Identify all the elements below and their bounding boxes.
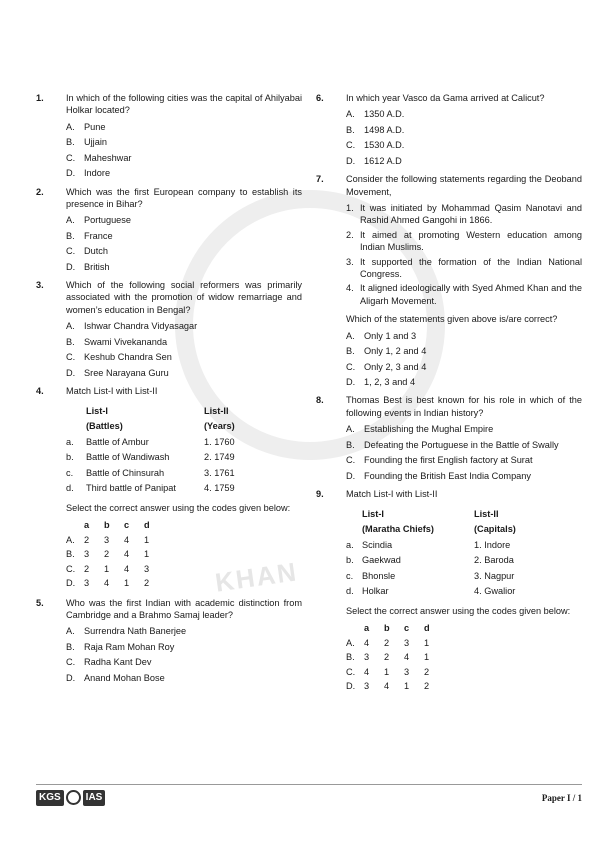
option-letter: C. [66, 352, 76, 363]
code-value: 1 [424, 637, 430, 648]
option-text: Keshub Chandra Sen [84, 352, 172, 363]
option-text: Only 1 and 3 [364, 330, 417, 341]
codes-header-cell: d [144, 520, 150, 531]
code-value: 3 [364, 681, 370, 692]
answer-option [66, 351, 302, 363]
match-row [346, 584, 516, 599]
row-letter: a. [346, 539, 354, 550]
question-text: In which of the following cities was the capital of Ahilyabai Holkar located? [66, 93, 302, 116]
list-2-subheader: (Capitals) [474, 524, 516, 535]
option-letter: C. [66, 657, 76, 668]
option-letter: B. [66, 641, 75, 652]
option-letter: A. [346, 424, 355, 435]
list-2-item: 1. Indore [474, 539, 511, 550]
code-value: 4 [124, 563, 130, 574]
codes-header [346, 621, 444, 635]
statement-text: It was initiated by Mohammad Qasim Nanotavi and Rashid Ahmed Gangohi in 1866. [360, 202, 582, 226]
answer-option [346, 108, 582, 120]
code-row [66, 562, 164, 576]
codes-header-cell: a [84, 520, 90, 531]
match-row [346, 553, 516, 568]
option-letter: D. [346, 470, 356, 481]
question-number: 8. [316, 395, 324, 406]
question-number: 5. [36, 597, 44, 608]
option-letter: A. [66, 626, 75, 637]
question-text: Which was the first European company to establish its presence in Bihar? [66, 186, 302, 209]
code-option-letter: A. [346, 637, 355, 648]
code-value: 2 [84, 534, 90, 545]
code-value: 1 [124, 578, 130, 589]
option-letter: D. [66, 672, 76, 683]
question-9 [316, 488, 582, 693]
answer-option [66, 320, 302, 332]
code-value: 1 [144, 549, 150, 560]
code-row [346, 665, 444, 679]
codes-header-cell: c [404, 623, 410, 634]
codes-instruction: Select the correct answer using the codes given below: [66, 502, 291, 513]
codes-header-cell: b [104, 520, 110, 531]
option-text: France [84, 230, 113, 241]
code-row [66, 547, 164, 561]
list-2-item: 2. Baroda [474, 555, 514, 566]
question-number: 1. [36, 93, 44, 103]
option-text: Portuguese [84, 215, 131, 226]
list-2-subheader: (Years) [204, 421, 235, 432]
list-1-item: Battle of Ambur [86, 436, 149, 447]
statement [346, 282, 582, 307]
option-text: Surrendra Nath Banerjee [84, 626, 187, 637]
row-letter: c. [346, 570, 354, 581]
answer-option [66, 672, 302, 684]
code-option-letter: D. [346, 681, 356, 692]
question-text: Which of the following social reformers was primarily associated with the promotion of widow remarriage and women’s education in Bengal? [66, 280, 302, 315]
option-letter: B. [346, 124, 355, 135]
code-value: 4 [384, 681, 390, 692]
codes-table [346, 621, 444, 693]
match-table [66, 403, 235, 496]
code-row [346, 650, 444, 664]
match-row [66, 481, 235, 496]
codes-header-cell [346, 621, 364, 635]
answer-option [346, 423, 582, 435]
option-text: Pune [84, 121, 106, 132]
option-text: Maheshwar [84, 152, 132, 163]
list-2-header: List-II [204, 405, 229, 416]
list-2-item: 4. 1759 [204, 483, 235, 494]
right-column [316, 92, 582, 699]
kgs-ias-logo [36, 790, 105, 806]
code-value: 2 [384, 637, 390, 648]
question-1 [36, 92, 302, 180]
option-text: Founding the first English factory at Surat [364, 455, 533, 466]
code-value: 2 [424, 666, 430, 677]
match-row [346, 537, 516, 552]
answer-option [66, 136, 302, 148]
code-value: 2 [424, 681, 430, 692]
statement [346, 256, 582, 281]
codes-header-cell: b [384, 623, 390, 634]
option-text: Ishwar Chandra Vidyasagar [84, 321, 198, 332]
answer-option [66, 167, 302, 179]
question-text: In which year Vasco da Gama arrived at Calicut? [346, 93, 545, 103]
answer-option [346, 361, 582, 373]
answer-option [66, 367, 302, 379]
option-letter: C. [346, 455, 356, 466]
list-1-item: Third battle of Panipat [86, 483, 176, 494]
statement-number: 3. [346, 256, 354, 267]
option-text: Ujjain [84, 137, 107, 148]
code-option-letter: C. [346, 666, 356, 677]
list-1-item: Battle of Chinsurah [86, 467, 165, 478]
list-1-subheader: (Maratha Chiefs) [362, 524, 434, 535]
question-text: Consider the following statements regarding the Deoband Movement, [346, 174, 582, 197]
option-text: 1350 A.D. [364, 109, 405, 120]
question-5 [36, 597, 302, 685]
option-letter: A. [346, 109, 355, 120]
answer-option [346, 330, 582, 342]
question-text: Match List-I with List-II [346, 488, 438, 499]
logo-text-right: IAS [83, 790, 106, 806]
option-letter: C. [346, 140, 356, 151]
code-value: 1 [384, 666, 390, 677]
list-1-item: Battle of Wandiwash [86, 452, 170, 463]
question-4 [36, 385, 302, 590]
option-letter: D. [346, 377, 356, 388]
codes-header [66, 518, 164, 532]
question-number: 3. [36, 280, 44, 291]
answer-option [346, 139, 582, 151]
statement-number: 4. [346, 283, 354, 294]
row-letter: b. [346, 555, 354, 566]
code-value: 1 [144, 534, 150, 545]
option-text: Founding the British East India Company [364, 470, 531, 481]
question-number: 2. [36, 186, 44, 197]
answer-option [66, 152, 302, 164]
option-letter: A. [66, 121, 75, 132]
answer-option [346, 439, 582, 451]
option-text: 1530 A.D. [364, 140, 405, 151]
list-2-item: 2. 1749 [204, 452, 235, 463]
code-value: 2 [384, 652, 390, 663]
option-text: 1498 A.D. [364, 124, 405, 135]
question-3 [36, 279, 302, 379]
question-number: 6. [316, 93, 324, 103]
codes-header-cell: a [364, 623, 370, 634]
row-letter: b. [66, 452, 74, 463]
list-2-item: 3. Nagpur [474, 570, 515, 581]
code-row [66, 576, 164, 590]
list-1-header: List-I [362, 508, 384, 519]
code-value: 3 [144, 563, 150, 574]
question-2 [36, 186, 302, 274]
list-2-item: 4. Gwalior [474, 586, 516, 596]
statement [346, 202, 582, 227]
code-option-letter: D. [66, 578, 76, 589]
option-letter: C. [66, 246, 76, 257]
code-value: 4 [404, 652, 410, 663]
answer-option [346, 155, 582, 167]
question-text: Who was the first Indian with academic distinction from Cambridge and a Brahmo Samaj leader? [66, 597, 302, 620]
option-text: Sree Narayana Guru [84, 367, 169, 378]
code-value: 2 [104, 549, 110, 560]
answer-option [346, 376, 582, 388]
list-1-subheader: (Battles) [86, 421, 123, 432]
answer-option [346, 454, 582, 466]
footer-divider [36, 784, 582, 785]
option-letter: A. [66, 215, 75, 226]
code-option-letter: C. [66, 563, 76, 574]
statement-number: 2. [346, 229, 354, 240]
answer-option [66, 641, 302, 653]
statement [346, 229, 582, 254]
question-number: 4. [36, 386, 44, 397]
code-value: 3 [84, 549, 90, 560]
statement-number: 1. [346, 202, 354, 213]
option-text: Swami Vivekananda [84, 336, 168, 347]
option-letter: B. [66, 230, 75, 241]
option-text: 1612 A.D [364, 155, 402, 166]
codes-header-cell [66, 518, 84, 532]
code-value: 1 [104, 563, 110, 574]
code-option-letter: B. [346, 652, 355, 663]
option-text: Defeating the Portuguese in the Battle of Swally [364, 439, 559, 450]
page-number: Paper I / 1 [541, 793, 582, 803]
option-letter: B. [66, 336, 75, 347]
match-row [346, 568, 516, 583]
globe-icon [66, 790, 81, 805]
statement-text: It supported the formation of the Indian National Congress. [360, 256, 582, 280]
code-value: 1 [404, 681, 410, 692]
match-table [346, 506, 516, 599]
logo-text-left: KGS [36, 790, 64, 806]
answer-option [66, 245, 302, 257]
code-value: 4 [124, 534, 130, 545]
codes-header-cell: c [124, 520, 130, 531]
option-letter: A. [66, 321, 75, 332]
code-value: 4 [104, 578, 110, 589]
answer-option [66, 625, 302, 637]
answer-option [346, 124, 582, 136]
code-value: 1 [424, 652, 430, 663]
code-value: 3 [84, 578, 90, 589]
code-value: 3 [404, 666, 410, 677]
code-option-letter: A. [66, 534, 75, 545]
code-value: 3 [404, 637, 410, 648]
question-text: Match List-I with List-II [66, 386, 158, 397]
code-value: 2 [144, 578, 150, 589]
code-row [66, 533, 164, 547]
list-1-item: Bhonsle [362, 570, 396, 581]
option-letter: D. [66, 261, 76, 272]
option-text: Indore [84, 168, 111, 179]
option-text: Anand Mohan Bose [84, 672, 165, 683]
option-text: Establishing the Mughal Empire [364, 424, 494, 435]
statement-text: It aligned ideologically with Syed Ahmed Khan and the Aligarh Movement. [360, 283, 582, 306]
option-letter: D. [66, 367, 76, 378]
list-2-item: 3. 1761 [204, 467, 235, 478]
answer-option [346, 470, 582, 482]
option-letter: B. [346, 346, 355, 357]
option-text: Radha Kant Dev [84, 657, 152, 668]
option-letter: B. [346, 439, 355, 450]
answer-option [346, 345, 582, 357]
question-ask: Which of the statements given above is/are correct? [346, 314, 558, 325]
option-text: 1, 2, 3 and 4 [364, 377, 416, 388]
question-text: Thomas Best is best known for his role in which of the following events in Indian history? [346, 395, 582, 418]
option-letter: D. [66, 168, 76, 179]
answer-option [66, 336, 302, 348]
list-2-header: List-II [474, 508, 499, 519]
code-value: 4 [124, 549, 130, 560]
list-1-header: List-I [86, 405, 108, 416]
list-1-item: Gaekwad [362, 555, 401, 566]
row-letter: a. [66, 436, 74, 447]
option-text: Dutch [84, 246, 109, 257]
row-letter: d. [66, 483, 74, 494]
answer-option [66, 230, 302, 242]
left-column [36, 92, 302, 690]
codes-header-cell: d [424, 623, 430, 634]
list-1-item: Holkar [362, 586, 389, 596]
match-row [66, 434, 235, 449]
question-8 [316, 394, 582, 482]
option-letter: C. [66, 152, 76, 163]
code-row [346, 679, 444, 693]
option-text: Raja Ram Mohan Roy [84, 641, 175, 652]
codes-instruction: Select the correct answer using the codes given below: [346, 605, 571, 616]
answer-option [66, 656, 302, 668]
row-letter: d. [346, 586, 354, 596]
question-7 [316, 173, 582, 388]
row-letter: c. [66, 467, 74, 478]
option-letter: C. [346, 361, 356, 372]
option-text: Only 2, 3 and 4 [364, 361, 427, 372]
option-text: British [84, 261, 110, 272]
answer-option [66, 214, 302, 226]
code-value: 3 [364, 652, 370, 663]
option-letter: B. [66, 137, 75, 148]
code-value: 4 [364, 637, 370, 648]
answer-option [66, 261, 302, 273]
option-text: Only 1, 2 and 4 [364, 346, 427, 357]
code-row [346, 636, 444, 650]
match-row [66, 450, 235, 465]
watermark-text: KHAN [213, 556, 300, 598]
answer-option [66, 121, 302, 133]
code-value: 3 [104, 534, 110, 545]
list-2-item: 1. 1760 [204, 436, 235, 447]
question-number: 9. [316, 488, 324, 499]
codes-table [66, 518, 164, 590]
list-1-item: Scindia [362, 539, 393, 550]
option-letter: D. [346, 155, 356, 166]
code-value: 4 [364, 666, 370, 677]
statement-text: It aimed at promoting Western education among Indian Muslims. [360, 229, 582, 253]
match-row [66, 465, 235, 480]
code-value: 2 [84, 563, 90, 574]
question-number: 7. [316, 174, 324, 185]
code-option-letter: B. [66, 549, 75, 560]
option-letter: A. [346, 330, 355, 341]
question-6 [316, 92, 582, 167]
